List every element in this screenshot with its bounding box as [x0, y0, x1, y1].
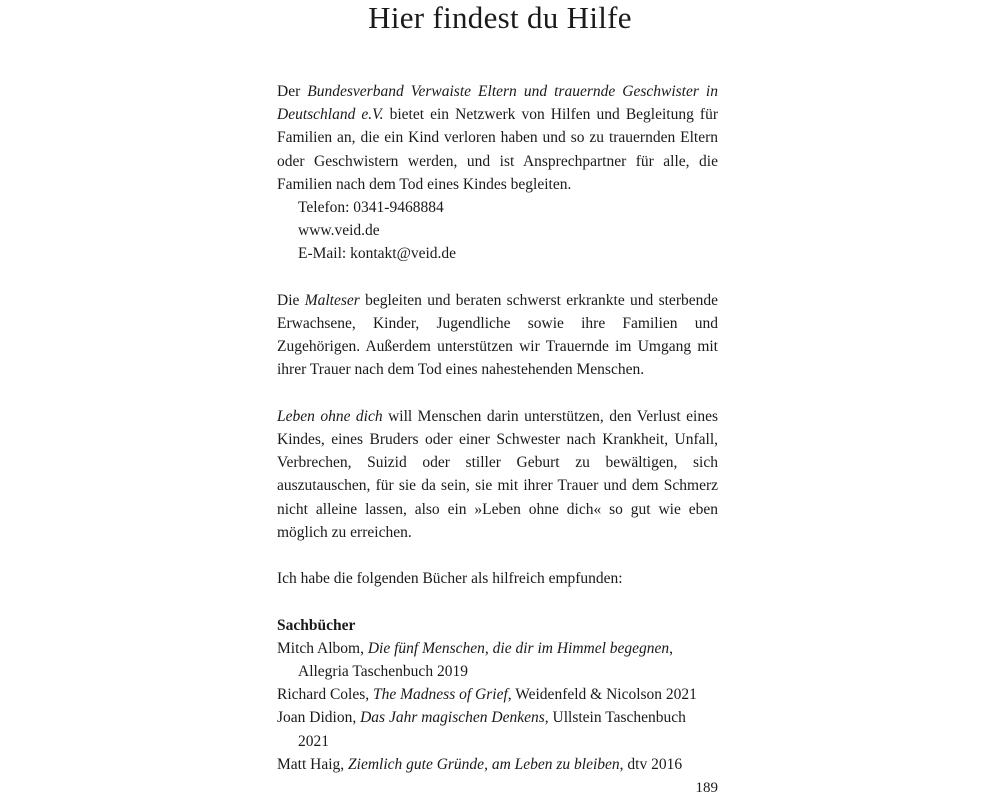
books-intro: Ich habe die folgenden Bücher als hilfreich empfunden: [277, 570, 623, 588]
malteser-paragraph: Die Malteser begleiten und beraten schwerst erkrankte und sterbende Erwachsene, Kinder, Jugendliche sowie ihre Familien und Zugehörigen. Außerdem unterstützen wir Trauernde im Umgang mit ihrer Trauer nach dem Tod eines nahestehenden Menschen. [277, 291, 718, 379]
veid-org-name: Bundesverband Verwaiste Eltern und trauernde Geschwister in Deutschland e.V. [277, 83, 718, 124]
veid-phone: Telefon: 0341-9468884 [298, 199, 444, 217]
veid-paragraph: Der Bundesverband Verwaiste Eltern und trauernde Geschwister in Deutschland e.V. bietet ein Netzwerk von Hilfen und Begleitung für Familien an, die ein Kind verloren haben und so zu trauernden Eltern oder Geschwistern werden, und ist Ansprechpartner für alle, die Familien nach dem Tod eines Kindes begleiten. [277, 83, 718, 193]
book-entry: Mitch Albom, Die fünf Menschen, die dir im Himmel begegnen, Allegria Taschenbuch 2019 [277, 639, 674, 681]
page-number: 189 [695, 780, 718, 796]
page-title: Hier findest du Hilfe [368, 0, 632, 35]
books-heading: Sachbücher [277, 616, 356, 634]
veid-website: www.veid.de [298, 222, 380, 240]
malteser-org-name: Malteser [304, 291, 360, 309]
book-entry: Joan Didion, Das Jahr magischen Denkens, Ullstein Taschenbuch 2021 [277, 709, 686, 750]
leben-paragraph: Leben ohne dich will Menschen darin unterstützen, den Verlust eines Kindes, eines Bruders oder einer Schwester nach Krankheit, Unfall, Verbrechen, Suizid oder stiller Geburt zu bewältigen, sich auszutauschen, für sie da sein, sie mit ihrer Trauer und dem Schmerz nicht alleine lassen, also ein »Leben ohne dich« so gut wie eben möglich zu erreichen. [277, 407, 718, 541]
veid-email: E-Mail: kontakt@veid.de [298, 245, 457, 263]
book-entry: Richard Coles, The Madness of Grief, Weidenfeld & Nicolson 2021 [277, 686, 697, 704]
leben-org-name: Leben ohne dich [277, 407, 383, 425]
body-text [277, 80, 718, 776]
book-entry: Matt Haig, Ziemlich gute Gründe, am Leben zu bleiben, dtv 2016 [277, 755, 683, 773]
